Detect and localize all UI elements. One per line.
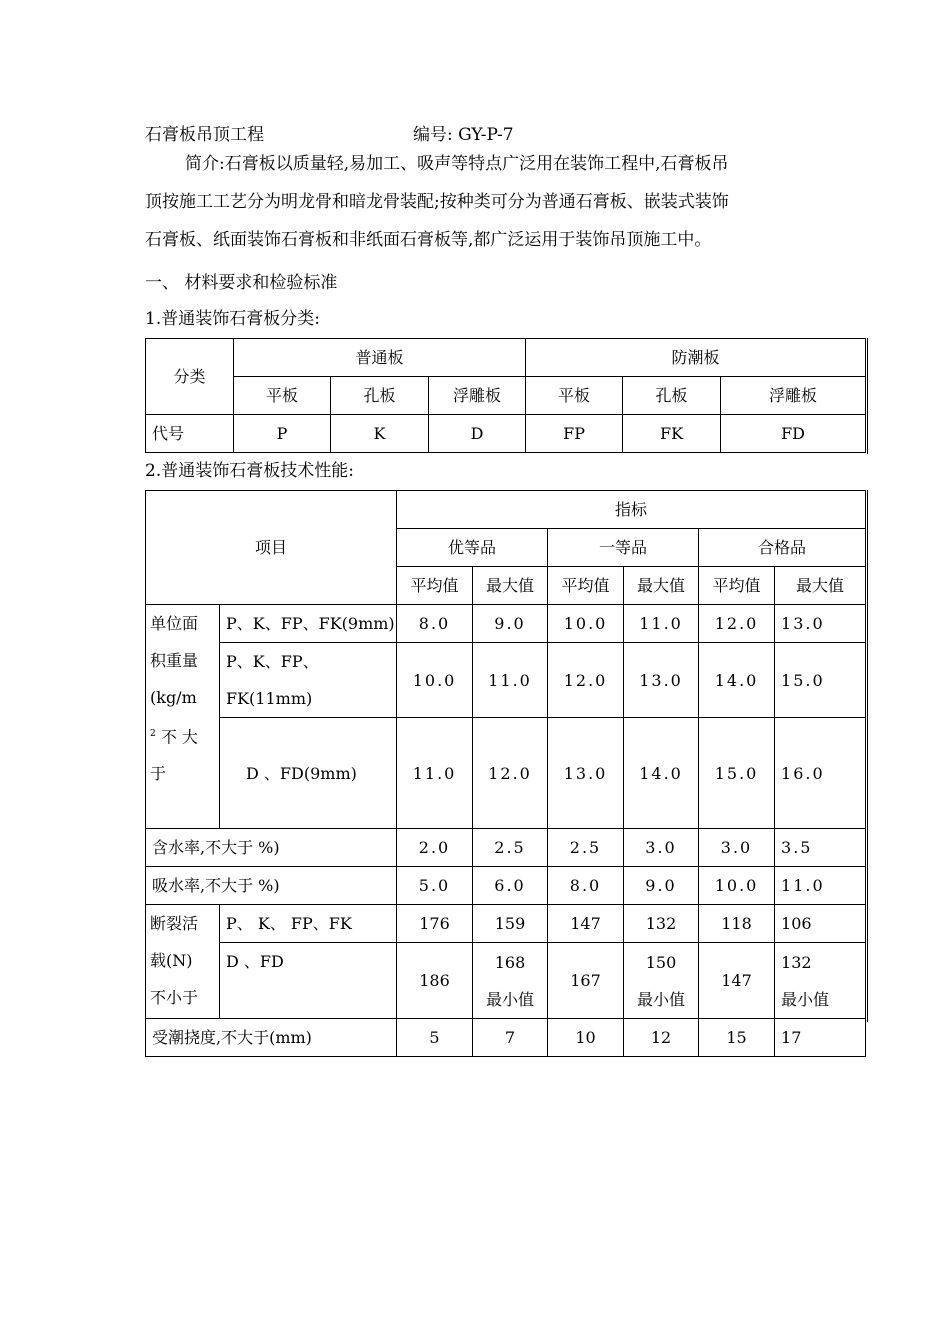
value-cell: 15.0: [775, 643, 866, 718]
value-min-cell: [473, 943, 548, 1019]
value-cell: 147: [699, 943, 775, 1019]
value-cell: 176: [397, 905, 473, 943]
intro-paragraph: [145, 145, 815, 259]
code-cell: FD: [721, 415, 866, 453]
doc-title: 石膏板吊顶工程: [145, 125, 264, 145]
unit-weight-sup: 2: [150, 729, 156, 739]
value-cell: 2.5: [548, 829, 624, 867]
ordinary-board-header: 普通板: [234, 339, 526, 377]
value-text: 132: [781, 952, 812, 972]
stat-header: 平均值: [699, 567, 775, 605]
value-cell: 14.0: [624, 718, 699, 829]
value-cell: 10.0: [699, 867, 775, 905]
stat-header: 最大值: [775, 567, 866, 605]
breaking-load-label-line: 断裂活: [150, 914, 199, 933]
code-label: 代号: [146, 415, 234, 453]
type-cell: 孔板: [331, 377, 429, 415]
value-cell: 9.0: [624, 867, 699, 905]
value-cell: 13.0: [624, 643, 699, 718]
code-cell: D: [429, 415, 526, 453]
intro-line-1: 简介:石膏板以质量轻,易加工、吸声等特点广泛用在装饰工程中,石膏板吊: [185, 154, 729, 174]
type-cell: 平板: [526, 377, 623, 415]
water-absorption-label: 吸水率,不大于 %): [146, 867, 397, 905]
min-label: 最小值: [486, 989, 535, 1009]
table2-edge-line: [867, 490, 868, 1022]
value-cell: 7: [473, 1019, 548, 1057]
value-cell: 11.0: [775, 867, 866, 905]
doc-code: 编号: GY-P-7: [413, 125, 514, 145]
value-cell: 16.0: [775, 718, 866, 829]
type-cell: 孔板: [623, 377, 721, 415]
code-cell: P: [234, 415, 331, 453]
grade-header: 合格品: [699, 529, 866, 567]
stat-header: 最大值: [624, 567, 699, 605]
category-header: 分类: [146, 339, 234, 415]
value-cell: 15: [699, 1019, 775, 1057]
breaking-spec: D 、FD: [220, 943, 397, 1019]
stat-header: 最大值: [473, 567, 548, 605]
value-text: 150: [645, 952, 677, 972]
unit-weight-label-text: 不 大: [155, 727, 198, 747]
value-cell: 8.0: [397, 605, 473, 643]
technical-performance-table: [145, 490, 866, 1057]
value-cell: 2.0: [397, 829, 473, 867]
value-cell: 12.0: [473, 718, 548, 829]
value-cell: 2.5: [473, 829, 548, 867]
value-cell: 15.0: [699, 718, 775, 829]
value-cell: 132: [624, 905, 699, 943]
intro-line-3: 石膏板、纸面装饰石膏板和非纸面石膏板等,都广泛运用于装饰吊顶施工中。: [145, 230, 712, 250]
breaking-load-label: [146, 905, 220, 1019]
value-cell: 10.0: [548, 605, 624, 643]
type-cell: 浮雕板: [721, 377, 866, 415]
stat-header: 平均值: [548, 567, 624, 605]
index-header: 指标: [397, 491, 866, 529]
value-cell: 11.0: [624, 605, 699, 643]
value-cell: 12.0: [548, 643, 624, 718]
unit-weight-label-line: (kg/m: [150, 688, 197, 707]
section-heading-1: 一、 材料要求和检验标准: [145, 273, 338, 293]
breaking-spec: P、 K、 FP、FK: [220, 905, 397, 943]
unit-weight-label-line: [150, 716, 219, 755]
value-cell: 6.0: [473, 867, 548, 905]
intro-line-2: 顶按施工工艺分为明龙骨和暗龙骨装配;按种类可分为普通石膏板、嵌装式装饰: [145, 192, 729, 212]
value-cell: 3.5: [775, 829, 866, 867]
sub-heading-1: 1.普通装饰石膏板分类:: [145, 309, 320, 329]
value-cell: 3.0: [624, 829, 699, 867]
value-cell: 12.0: [699, 605, 775, 643]
min-label: 最小值: [781, 989, 830, 1009]
value-cell: 11.0: [473, 643, 548, 718]
value-cell: 14.0: [699, 643, 775, 718]
value-cell: 5.0: [397, 867, 473, 905]
value-cell: 106: [775, 905, 866, 943]
breaking-load-label-line: 载(N): [150, 951, 193, 970]
unit-weight-label-line: 于: [150, 764, 167, 784]
deflection-label: 受潮挠度,不大于(mm): [146, 1019, 397, 1057]
table1-edge-line: [867, 338, 868, 454]
classification-table: [145, 338, 866, 453]
type-cell: 浮雕板: [429, 377, 526, 415]
value-cell: 118: [699, 905, 775, 943]
value-cell: 10.0: [397, 643, 473, 718]
weight-spec: P、K、FP、FK(11mm): [220, 643, 397, 718]
value-cell: 147: [548, 905, 624, 943]
breaking-load-label-line: 不小于: [150, 988, 199, 1007]
type-cell: 平板: [234, 377, 331, 415]
moisture-board-header: 防潮板: [526, 339, 866, 377]
weight-spec: P、K、FP、FK(9mm): [220, 605, 397, 643]
water-content-label: 含水率,不大于 %): [146, 829, 397, 867]
value-cell: 159: [473, 905, 548, 943]
unit-weight-label-line: 单位面: [150, 614, 199, 633]
code-cell: K: [331, 415, 429, 453]
value-min-cell: [775, 943, 866, 1019]
value-cell: 167: [548, 943, 624, 1019]
weight-spec: D 、FD(9mm): [220, 718, 397, 829]
value-cell: 186: [397, 943, 473, 1019]
value-cell: 13.0: [548, 718, 624, 829]
grade-header: 一等品: [548, 529, 699, 567]
value-cell: 11.0: [397, 718, 473, 829]
value-min-cell: [624, 943, 699, 1019]
item-header: 项目: [146, 491, 397, 605]
code-cell: FK: [623, 415, 721, 453]
value-cell: 10: [548, 1019, 624, 1057]
stat-header: 平均值: [397, 567, 473, 605]
unit-weight-label-line: 积重量: [150, 651, 199, 670]
value-cell: 12: [624, 1019, 699, 1057]
grade-header: 优等品: [397, 529, 548, 567]
value-cell: 5: [397, 1019, 473, 1057]
code-cell: FP: [526, 415, 623, 453]
value-text: 168: [494, 952, 526, 972]
value-cell: 9.0: [473, 605, 548, 643]
value-cell: 8.0: [548, 867, 624, 905]
unit-weight-label: [146, 605, 220, 829]
value-cell: 3.0: [699, 829, 775, 867]
min-label: 最小值: [637, 989, 686, 1009]
value-cell: 17: [775, 1019, 866, 1057]
sub-heading-2: 2.普通装饰石膏板技术性能:: [145, 461, 354, 481]
value-cell: 13.0: [775, 605, 866, 643]
